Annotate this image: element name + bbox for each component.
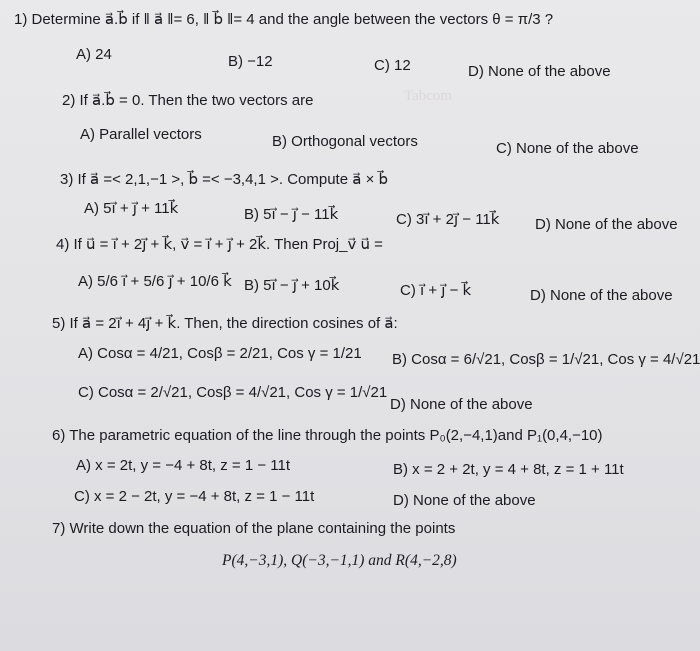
q5-option-b: B) Cosα = 6/√21, Cosβ = 1/√21, Cos γ = 4/√21 (392, 351, 700, 368)
q1-option-b: B) −12 (228, 53, 273, 70)
q5-option-c: C) Cosα = 2/√21, Cosβ = 4/√21, Cos γ = 1/√21 (78, 384, 388, 401)
q1-option-a: A) 24 (76, 46, 112, 63)
q5-stem: 5) If a⃗ = 2i⃗ + 4j⃗ + k⃗. Then, the direction cosines of a⃗: (52, 315, 398, 332)
q7-points: P(4,−3,1), Q(−3,−1,1) and R(4,−2,8) (222, 552, 457, 569)
q2-option-c: C) None of the above (496, 140, 639, 157)
q7-stem: 7) Write down the equation of the plane containing the points (52, 520, 456, 537)
q6-stem: 6) The parametric equation of the line through the points P₀(2,−4,1)and P₁(0,4,−10) (52, 427, 603, 444)
q6-option-b: B) x = 2 + 2t, y = 4 + 8t, z = 1 + 11t (393, 461, 624, 478)
q2-option-a: A) Parallel vectors (80, 126, 202, 143)
q4-option-c: C) i⃗ + j⃗ − k⃗ (400, 282, 472, 299)
q1-stem: 1) Determine a⃗.b⃗ if ‖ a⃗ ‖= 6, ‖ b⃗ ‖= 4 and the angle between the vectors θ = π/3 ? (14, 11, 554, 28)
q6-option-d: D) None of the above (393, 492, 536, 509)
q2-stem: 2) If a⃗.b⃗ = 0. Then the two vectors are (62, 92, 314, 109)
q4-option-b: B) 5i⃗ − j⃗ + 10k⃗ (244, 277, 340, 294)
q3-option-c: C) 3i⃗ + 2j⃗ − 11k⃗ (396, 211, 500, 228)
q3-option-b: B) 5i⃗ − j⃗ − 11k⃗ (244, 206, 339, 223)
q3-option-a: A) 5i⃗ + j⃗ + 11k⃗ (84, 200, 179, 217)
q5-option-a: A) Cosα = 4/21, Cosβ = 2/21, Cos γ = 1/21 (78, 345, 362, 362)
q1-option-d: D) None of the above (468, 63, 611, 80)
faint-watermark: Tabcom (404, 88, 453, 104)
q2-option-b: B) Orthogonal vectors (272, 133, 418, 150)
q4-stem: 4) If u⃗ = i⃗ + 2j⃗ + k⃗, v⃗ = i⃗ + j⃗ + 2k⃗. Then Proj_v⃗ u⃗ = (56, 236, 383, 253)
q4-option-a: A) 5/6 i⃗ + 5/6 j⃗ + 10/6 k⃗ (78, 273, 232, 290)
q5-option-d: D) None of the above (390, 396, 533, 413)
q3-option-d: D) None of the above (535, 216, 678, 233)
q4-option-d: D) None of the above (530, 287, 673, 304)
q6-option-c: C) x = 2 − 2t, y = −4 + 8t, z = 1 − 11t (74, 488, 315, 505)
q1-option-c: C) 12 (374, 57, 411, 74)
q3-stem: 3) If a⃗ =< 2,1,−1 >, b⃗ =< −3,4,1 >. Compute a⃗ × b⃗ (60, 171, 389, 188)
q6-option-a: A) x = 2t, y = −4 + 8t, z = 1 − 11t (76, 457, 291, 474)
